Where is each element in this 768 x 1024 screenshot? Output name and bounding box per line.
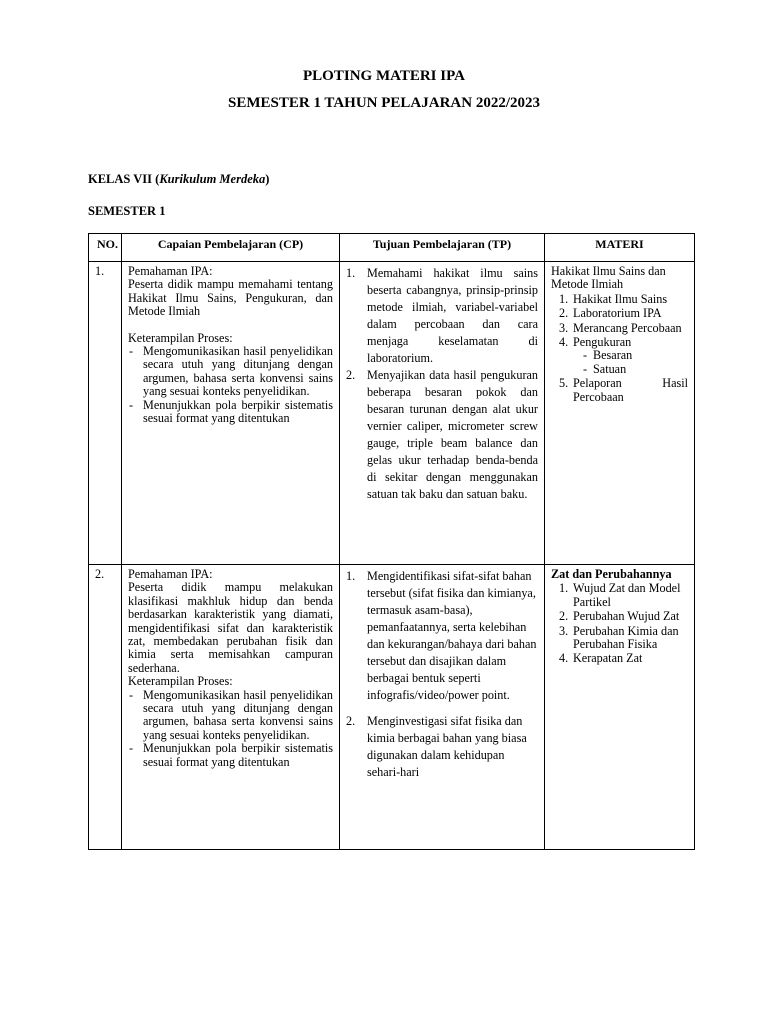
list-item: - Menunjukkan pola berpikir sistematis sesuai format yang ditentukan [128, 742, 333, 769]
list-item: 3. Perubahan Kimia dan Perubahan Fisika [559, 623, 679, 652]
tp-list [346, 568, 538, 781]
table-header-row [89, 234, 695, 262]
row-number: 1. [89, 262, 122, 565]
document-subtitle: SEMESTER 1 TAHUN PELAJARAN 2022/2023 [228, 95, 540, 111]
materi-cell [545, 565, 695, 850]
tp-cell [340, 262, 545, 565]
materi-cell [545, 262, 695, 565]
materi-list [551, 293, 688, 404]
materi-table [88, 233, 695, 850]
list-item: - Mengomunikasikan hasil penyelidikan secara utuh yang ditunjang dengan argumen, bahasa serta konvensi sains yang sesuai konteks penyelidikan. [128, 345, 333, 399]
semester-heading: SEMESTER 1 [88, 204, 166, 218]
materi-title: Hakikat Ilmu Sains dan Metode Ilmiah [551, 264, 666, 292]
cp-pemahaman-title: Pemahaman IPA: [128, 567, 213, 581]
table-row [89, 565, 695, 850]
cp-proses-list [128, 689, 333, 769]
list-item: 2. Menginvestigasi sifat fisika dan kimia berbagai bahan yang biasa digunakan dalam kehidupan sehari-hari [346, 714, 527, 779]
list-item: 4. Kerapatan Zat [559, 651, 643, 666]
list-item: 2. Laboratorium IPA [559, 306, 662, 321]
row-number: 2. [89, 565, 122, 850]
column-header-no: NO. [89, 234, 122, 262]
cp-proses-list [128, 345, 333, 425]
kelas-prefix: KELAS VII ( [88, 172, 160, 186]
list-item: 2. Perubahan Wujud Zat [559, 609, 680, 624]
list-item: - Besaran [583, 349, 688, 362]
list-item: - Menunjukkan pola berpikir sistematis sesuai format yang ditentukan [128, 399, 333, 426]
list-item: 1. Memahami hakikat ilmu sains beserta cabangnya, prinsip-prinsip metode ilmiah, variabel-variabel dalam percobaan dan cara menjaga keselamatan di laboratorium. [346, 266, 538, 365]
column-header-materi: MATERI [545, 234, 695, 262]
list-item: 1. Mengidentifikasi sifat-sifat bahan tersebut (sifat fisika dan kimianya, termasuk asam-basa), pemanfaatannya, serta kelebihan dan kekurangan/bahaya dari bahan tersebut dan disajikan dalam berbagai bentuk seperti infografis/video/power point. [346, 569, 537, 702]
list-item: 5. Pelaporan Hasil Percobaan [559, 376, 688, 404]
tp-list [346, 265, 538, 503]
tp-cell [340, 565, 545, 850]
list-item: - Mengomunikasikan hasil penyelidikan secara utuh yang ditunjang dengan argumen, bahasa serta konvensi sains yang sesuai konteks penyelidikan. [128, 689, 333, 743]
kelas-heading [88, 172, 269, 187]
kelas-suffix: ) [265, 172, 270, 186]
cp-proses-title: Keterampilan Proses: [128, 674, 233, 689]
cp-pemahaman-text: Peserta didik mampu memahami tentang Hakikat Ilmu Sains, Pengukuran, dan Metode Ilmiah [128, 277, 333, 319]
materi-list [551, 582, 688, 665]
document-title: PLOTING MATERI IPA [303, 68, 465, 84]
column-header-tp: Tujuan Pembelajaran (TP) [340, 234, 545, 262]
list-item: 3. Merancang Percobaan [559, 320, 682, 335]
materi-title: Zat dan Perubahannya [551, 567, 672, 581]
cp-pemahaman-text: Peserta didik mampu melakukan klasifikasi makhluk hidup dan benda berdasarkan karakteristik yang diamati, mengidentifikasi sifat dan karakteristik zat, membedakan perubahan fisik dan kimia serta memisahkan campuran sederhana. [128, 580, 333, 675]
list-item: 1. Hakikat Ilmu Sains [559, 291, 668, 306]
list-item: 4. Pengukuran - Besaran - Satuan [551, 336, 688, 376]
cp-cell [122, 565, 340, 850]
cp-proses-title: Keterampilan Proses: [128, 330, 233, 345]
list-item: 1. Wujud Zat dan Model Partikel [559, 581, 681, 609]
list-item: - Satuan [583, 363, 688, 376]
materi-sublist [573, 349, 688, 376]
table-row [89, 262, 695, 565]
column-header-cp: Capaian Pembelajaran (CP) [122, 234, 340, 262]
cp-pemahaman-title: Pemahaman IPA: [128, 264, 213, 278]
cp-cell [122, 262, 340, 565]
kelas-curriculum: Kurikulum Merdeka [159, 172, 266, 186]
list-item: 2. Menyajikan data hasil pengukuran beberapa besaran pokok dan besaran turunan dengan alat ukur vernier caliper, micrometer screw gauge, triple beam balance dan gelas ukur terhadap benda-benda di sekitar dengan menggunakan satuan tak baku dan satuan baku. [346, 368, 538, 501]
